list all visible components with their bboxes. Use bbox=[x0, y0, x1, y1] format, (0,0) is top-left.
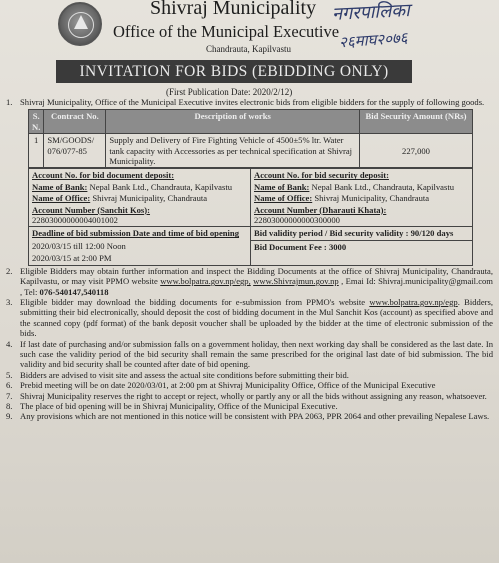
office-name: Office of the Municipal Executive bbox=[113, 22, 340, 41]
deadline-submission: 2020/03/15 till 12:00 Noon bbox=[32, 240, 126, 251]
security-account-cell bbox=[251, 169, 473, 227]
clause-number: 5. bbox=[6, 369, 13, 380]
security-title: Account No. for bid security deposit: bbox=[254, 170, 389, 181]
table-row bbox=[29, 227, 473, 265]
clause-text-cont: . Bidders, submitting their bid electronically, should deposit the cost of bidding document in the Mul Sanchit Kos (account) as specified above and the scanned copy (pdf format) of the bank deposit voucher shall be uploaded by the bidder at the time of electronic submission of the bids. bbox=[20, 296, 493, 339]
municipality-name-nepali: नगरपालिका bbox=[331, 0, 411, 26]
deposit-account-number: 22803000000004001002 bbox=[32, 215, 118, 226]
clause-number: 8. bbox=[6, 400, 13, 411]
clause-number: 1. bbox=[6, 97, 13, 107]
clause-text: If last date of purchasing and/or submission falls on a government holiday, then next working day shall be considered as the last date. In such case the validity period of the bid security shall remain the same prescribed for the original last date of bid submission. The bid validity and bid security shall be counted after date of bid opening. bbox=[20, 338, 493, 370]
deadline-cell bbox=[29, 227, 251, 265]
deposit-office-label: Name of Office: bbox=[32, 193, 91, 204]
col-security: Bid Security Amount (NRs) bbox=[360, 110, 473, 134]
clause-text: Bidders are advised to visit site and assess the actual site conditions before submitting their bid. bbox=[20, 369, 349, 380]
clause-number: 2. bbox=[6, 265, 13, 276]
accounts-table bbox=[28, 168, 473, 265]
security-office: Shivraj Municipality, Chandrauta bbox=[312, 193, 430, 204]
ppmo-link[interactable]: www.bolpatra.gov.np/egp, bbox=[160, 276, 251, 287]
clause-9 bbox=[6, 411, 493, 421]
security-office-label: Name of Office: bbox=[254, 193, 313, 204]
office-location: Chandrauta, Kapilvastu bbox=[206, 44, 291, 54]
deposit-account-label: Account Number (Sanchit Kos): bbox=[32, 204, 151, 215]
clause-2 bbox=[6, 266, 493, 297]
clause-7 bbox=[6, 391, 493, 401]
notice-body bbox=[6, 97, 493, 422]
bid-validity: Bid validity period / Bid security validity : 90/120 days bbox=[251, 227, 472, 240]
clause-text: Prebid meeting will be on date 2020/03/01, at 2:00 pm at Shivraj Municipality Office, Office of the Municipal Executive bbox=[20, 380, 436, 391]
security-account-label: Account Number (Dharauti Khata): bbox=[254, 204, 387, 215]
validity-cell bbox=[251, 227, 473, 265]
egp-link[interactable]: www.bolpatra.gov.np/egp bbox=[369, 296, 458, 307]
table-row bbox=[29, 134, 473, 168]
security-account-number: 22803000000000300000 bbox=[254, 215, 340, 226]
col-contract: Contract No. bbox=[44, 110, 106, 134]
security-bank: Nepal Bank Ltd., Chandrauta, Kapilvastu bbox=[309, 181, 455, 192]
telephone-number: 076-540147,540118 bbox=[39, 286, 109, 297]
clause-number: 3. bbox=[6, 296, 13, 307]
clause-1 bbox=[6, 97, 493, 107]
cell-description: Supply and Delivery of Fire Fighting Vehicle of 4500±5% ltr. Water tank capacity with Accessories as per technical specification at Shivraj Municipality. bbox=[106, 134, 360, 168]
clause-number: 7. bbox=[6, 390, 13, 401]
deposit-title: Account No. for bid document deposit: bbox=[32, 170, 175, 181]
clause-text-contact: , Emai Id: Shivraj.municipality@gmail.com , Tel: bbox=[20, 276, 493, 297]
clause-text: The place of bid opening will be in Shivraj Municipality, Office of the Municipal Executive. bbox=[20, 400, 338, 411]
deadline-opening: 2020/03/15 at 2:00 PM bbox=[32, 253, 112, 264]
cell-security: 227,000 bbox=[360, 134, 473, 168]
clause-text: Shivraj Municipality reserves the right to accept or reject, wholly or partly any or all the bids without assigning any reason, whatsoever. bbox=[20, 390, 487, 401]
deadline-title: Deadline of bid submission Date and time of bid opening bbox=[32, 228, 240, 239]
cell-sn: 1 bbox=[29, 134, 44, 168]
clause-6 bbox=[6, 380, 493, 390]
handwritten-date: २६माघ२०७६ bbox=[338, 28, 409, 52]
clause-number: 9. bbox=[6, 411, 13, 422]
municipality-website-link[interactable]: www.Shivrajmun.gov.np bbox=[253, 276, 339, 287]
clause-3 bbox=[6, 297, 493, 339]
table-row bbox=[29, 169, 473, 227]
clause-text: Any provisions which are not mentioned in this notice will be consistent with PPA 2063, PPR 2064 and other prevailing Nepalese Laws. bbox=[20, 411, 490, 422]
clause-number: 4. bbox=[6, 338, 13, 349]
clause-5 bbox=[6, 370, 493, 380]
clause-4 bbox=[6, 339, 493, 370]
deposit-bank-label: Name of Bank: bbox=[32, 181, 88, 192]
col-sn: S. N. bbox=[29, 110, 44, 134]
clause-text: Eligible bidder may download the bidding documents for e-submission from PPMO's website bbox=[20, 296, 370, 307]
deposit-account-cell bbox=[29, 169, 251, 227]
cell-contract: SM/GOODS/ 076/077-85 bbox=[44, 134, 106, 168]
municipality-emblem-icon bbox=[58, 2, 102, 46]
col-description: Description of works bbox=[106, 110, 360, 134]
municipality-name: Shivraj Municipality bbox=[150, 0, 317, 19]
notice-banner: INVITATION FOR BIDS (EBIDDING ONLY) bbox=[56, 60, 412, 83]
deposit-bank: Nepal Bank Ltd., Chandrauta, Kapilvastu bbox=[87, 181, 233, 192]
security-bank-label: Name of Bank: bbox=[254, 181, 310, 192]
deposit-office: Shivraj Municipality, Chandrauta bbox=[90, 193, 208, 204]
clause-number: 6. bbox=[6, 380, 13, 391]
works-table bbox=[28, 109, 473, 168]
publication-date: (First Publication Date: 2020/2/12) bbox=[166, 87, 293, 97]
clause-text: Shivraj Municipality, Office of the Municipal Executive invites electronic bids from eligible bidders for the supply of following goods. bbox=[20, 97, 485, 107]
clause-8 bbox=[6, 401, 493, 411]
clause-text: Eligible Bidders may obtain further information and inspect the Bidding Documents at the office of Shivraj Municipality, Chandrauta, Kapilvastu, or may visit PPMO website bbox=[20, 265, 493, 287]
bid-document-fee: Bid Document Fee : 3000 bbox=[254, 241, 347, 252]
works-table-header bbox=[29, 110, 473, 134]
